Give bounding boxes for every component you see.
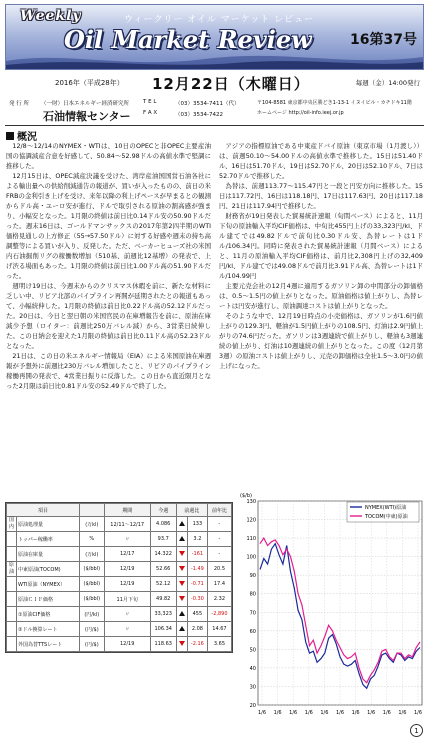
- weekly-change-cell: -1.49: [187, 562, 207, 577]
- period-cell: 12/19: [104, 637, 150, 652]
- right-paragraph: 財務省が19日発表した貿易統計速報（旬間ベース）によると、11月下旬の原油輸入平均CIF価格は、中旬比455円上げの33,323円/kl、ドル建てでは49.82ドルで前旬比0.30ドル安、為替レートは1ドル/106.34円。同時に発表された貿易統計速報（月間ベース）によると、11月の原油輸入平均CIF価格は、前月比2,308円上げの32,409円/kl、ドル建てでは49.08ドルで前月比3.91ドル高、為替レートは1ドル/104.99円: [219, 212, 423, 280]
- unit-cell: (円/kl): [80, 607, 105, 622]
- y-tick-label: 40: [249, 665, 256, 672]
- y-tick-label: 90: [249, 573, 256, 580]
- unit-cell: ($/bbl): [80, 577, 105, 592]
- trend-arrow-cell: [176, 622, 187, 637]
- trend-arrow-cell: [176, 607, 187, 622]
- publisher-address: 〒104-8581 東京都中央区勝どき1-13-1 イヌイビル・カチドキ11階: [257, 100, 412, 106]
- value-cell: 33,323: [150, 607, 176, 622]
- trend-arrow-cell: [176, 547, 187, 562]
- item-label: ②ドル換算レート: [17, 622, 80, 637]
- value-cell: 52.12: [150, 577, 176, 592]
- x-tick-label: 1/6: [398, 710, 407, 716]
- publisher-label: 発 行 所: [9, 101, 29, 107]
- table-header: 項目: [7, 504, 80, 517]
- trend-arrow-cell: [176, 532, 187, 547]
- value-cell: 4.086: [150, 517, 176, 532]
- period-cell: 12/11～12/17: [104, 517, 150, 532]
- value-cell: 106.34: [150, 622, 176, 637]
- right-paragraph: アジアの指標原油である中東産ドバイ原油（東京市場（1月渡し））は、前週50.10～54.00ドルの高値水準で推移した。15日は51.40ドル、16日は51.70ドル、19日は52.70ドル、20日は52.10ドル、7日は52.70ドルで推移した。: [219, 142, 423, 180]
- value-cell: 118.63: [150, 637, 176, 652]
- period-cell: 12/17: [104, 547, 150, 562]
- issue-number: 16第37号: [350, 32, 417, 48]
- publication-year: 2016年（平成28年）: [55, 79, 124, 87]
- publication-date: 12月22日（木曜日）: [152, 75, 310, 93]
- value-cell: 52.66: [150, 562, 176, 577]
- category-cell: 国内: [7, 517, 17, 532]
- arrow-down-icon: [179, 641, 185, 646]
- period-cell: 11月下旬: [104, 592, 150, 607]
- right-paragraph: 主要元売会社の12月4週に適用するガソリン卸の中間部分の卸価格は、0.5～1.5円の値上がりとなった。原油価格は値上がりし、為替レートは円安が進行し、原油調達コストは値上がりとなった。: [219, 282, 423, 310]
- table-row: [7, 637, 232, 652]
- trend-arrow-cell: [176, 592, 187, 607]
- masthead-subtitle: ウィークリー オイル マーケット レビュー: [124, 15, 315, 25]
- trend-arrow-cell: [176, 562, 187, 577]
- table-header: [80, 504, 105, 517]
- yearly-change-cell: 3.65: [207, 637, 231, 652]
- arrow-up-icon: [179, 626, 185, 631]
- yearly-change-cell: 20.5: [207, 562, 231, 577]
- table-header: 期間: [104, 504, 150, 517]
- publisher-homepage[interactable]: ホームページ http://oil-info.ieej.or.jp: [257, 110, 344, 116]
- item-label: 原油処理量: [17, 517, 80, 532]
- weekly-change-cell: 2.08: [187, 622, 207, 637]
- y-tick-label: 80: [249, 591, 256, 598]
- fax-label: F A X: [143, 110, 158, 116]
- legend-label: TOCOM(中東)原油: [365, 514, 408, 520]
- table-row: [7, 547, 232, 562]
- right-paragraph: そのような中で、12月19日時点の小売価格は、ガソリンが1.6円値上がりの129.3円、軽油が1.5円値上がりの108.5円、灯油は2.9円値上がりの74.6円だった。ガソリンは3週連続で値上がりし、軽油も3週連続の値上がり、灯油は10週連続の値上がりとなった。この度（12月第3週）の原油コストは値上がりし、元売の卸価格は全社1.5～3.0円の値上げになった。: [219, 312, 423, 370]
- indicators-table: [5, 502, 233, 653]
- unit-cell: (円/$): [80, 622, 105, 637]
- publisher-center: 石油情報センター: [43, 110, 131, 123]
- period-cell: 12/19: [104, 577, 150, 592]
- yearly-change-cell: -: [207, 547, 231, 562]
- y-tick-label: 70: [249, 610, 256, 617]
- weekly-change-cell: -2.16: [187, 637, 207, 652]
- x-tick-label: 1/6: [257, 710, 267, 716]
- item-label: トッパー稼働率: [17, 532, 80, 547]
- table-row: [7, 517, 232, 532]
- yearly-change-cell: 14.67: [207, 622, 231, 637]
- table-header: 今週: [150, 504, 176, 517]
- left-paragraph: 12/8～12/14のNYMEX・WTIは、10日のOPECと非OPEC主要産油国の協調減産合意を好感して、50.84～52.98ドルの高値水準で堅調に推移した。: [6, 142, 211, 170]
- category-cell: [7, 592, 17, 607]
- category-cell: 原油: [7, 562, 17, 577]
- weekly-change-cell: 3.2: [187, 532, 207, 547]
- price-line-chart: [236, 487, 427, 727]
- arrow-down-icon: [179, 581, 185, 586]
- category-cell: [7, 607, 17, 622]
- x-tick-label: 1/6: [351, 710, 360, 716]
- arrow-down-icon: [179, 551, 185, 556]
- y-tick-label: 30: [249, 684, 256, 691]
- y-tick-label: 50: [249, 647, 256, 654]
- publication-frequency: 毎週（金）14:00発行: [355, 79, 420, 87]
- arrow-up-icon: [179, 521, 185, 526]
- item-label: 外国為替TTSレート: [17, 637, 80, 652]
- table-header-row: [7, 504, 232, 517]
- y-tick-label: 60: [249, 628, 256, 635]
- unit-cell: ($/bbl): [80, 562, 105, 577]
- item-label: 中東原油(TOCOM): [17, 562, 80, 577]
- trend-arrow-cell: [176, 637, 187, 652]
- x-tick-label: 1/6: [382, 710, 391, 716]
- x-tick-label: 1/6: [304, 710, 313, 716]
- item-label: WTI原油（NYMEX）: [17, 577, 80, 592]
- unit-cell: (円/$): [80, 637, 105, 652]
- x-tick-label: 1/6: [289, 710, 298, 716]
- tel-label: T E L: [143, 99, 157, 105]
- fax-number: （03）3534-7422: [175, 112, 223, 118]
- weekly-change-cell: 455: [187, 607, 207, 622]
- x-tick-label: 1/6: [367, 710, 376, 716]
- value-cell: 49.82: [150, 592, 176, 607]
- weekly-change-cell: 133: [187, 517, 207, 532]
- legend-label: NYMEX(WTI)原油: [365, 505, 407, 511]
- unit-cell: (万kl): [80, 517, 105, 532]
- x-tick-label: 1/6: [320, 710, 329, 716]
- period-cell: 12/19: [104, 562, 150, 577]
- y-tick-label: 120: [246, 517, 256, 524]
- trend-arrow-cell: [176, 517, 187, 532]
- page-number: 1: [410, 724, 423, 737]
- category-cell: [7, 577, 17, 592]
- category-cell: [7, 547, 17, 562]
- x-tick-label: 1/6: [413, 710, 423, 716]
- arrow-down-icon: [179, 566, 185, 571]
- table-header: 前年比: [207, 504, 231, 517]
- right-column: [219, 141, 423, 371]
- weekly-change-cell: -0.30: [187, 592, 207, 607]
- table-row: [7, 592, 232, 607]
- yearly-change-cell: -2,890: [207, 607, 231, 622]
- unit-cell: ($/bbl): [80, 592, 105, 607]
- yearly-change-cell: 17.4: [207, 577, 231, 592]
- masthead-banner: [5, 4, 424, 70]
- left-paragraph: 週明け19日は、今週末からのクリスマス休暇を前に、新たな材料に乏しい中、リビア北部のパイプライン再開が延期されたとの報道もあって、小幅続伸した。1月限の終値は前日比0.22ドル高の52.12ドルだった。20日は、今日と翌日朝の米国官民の在庫増報告を前に、原油在庫減少予想（ロイター：前週比250万バレル減）から、3営業日続伸した。この日納会を迎えた1月限の終値は前日比0.11ドル高の52.23ドルとなった。: [6, 282, 211, 350]
- arrow-down-icon: [179, 596, 185, 601]
- yearly-change-cell: -: [207, 532, 231, 547]
- table-row: [7, 577, 232, 592]
- yearly-change-cell: -: [207, 517, 231, 532]
- left-paragraph: 12月15日は、OPEC減産決議を受けた、湾岸産油国国営石油各社による輸出量への供給削減通告の報道が、買いが入ったものの、前日の米FRBの金利引き上げを受け、来年以降の利上げペースが早まるとの観測からドル高・ユーロ安が進行、ドルで取引される原油の割高感が強まり、小幅安となった。1月限の終値は前日比0.14ドル安の50.90ドルだった。週末16日は、ゴールドマンサックスの2017年第2四半期のWTI価格見通しの上方修正（55→57.50ドル）に対する好感や週末の持ち高調整等による買いが入り、反発した。ただ、ベーカーヒューズ社の米国内石油掘削リグの稼働数増加（510基、前週比12基増）の発表で、上げ渋る場面もあった。1月限の終値は前日比1.00ドル高の51.90ドルだった。: [6, 172, 211, 280]
- publisher-block: [5, 96, 424, 126]
- weekly-change-cell: -161: [187, 547, 207, 562]
- arrow-up-icon: [179, 536, 185, 541]
- x-tick-label: 1/6: [273, 710, 282, 716]
- wave-decoration: [6, 47, 423, 69]
- table-row: [7, 622, 232, 637]
- arrow-up-icon: [179, 611, 185, 616]
- right-paragraph: 為替は、前週113.77～115.47円と一段と円安方向に推移した。15日は117.72円、16日は118.18円、17日は117.63円、20日は117.18円、21日は117.94円で推移した。: [219, 182, 423, 210]
- dateline: [5, 72, 424, 92]
- yearly-change-cell: 2.32: [207, 592, 231, 607]
- category-cell: [7, 532, 17, 547]
- period-cell: 〃: [104, 622, 150, 637]
- y-tick-label: 20: [249, 703, 256, 709]
- y-tick-label: 110: [246, 536, 256, 543]
- left-column: [6, 141, 211, 391]
- table-row: [7, 532, 232, 547]
- period-cell: 〃: [104, 532, 150, 547]
- item-label: 原油ＣＩＦ価格: [17, 592, 80, 607]
- trend-arrow-cell: [176, 577, 187, 592]
- weekly-label: Weekly: [20, 8, 82, 24]
- item-label: ①原油CIF価格: [17, 607, 80, 622]
- category-cell: [7, 637, 17, 652]
- weekly-change-cell: -0.71: [187, 577, 207, 592]
- masthead-title: Oil Market Review: [64, 25, 312, 54]
- value-cell: 93.7: [150, 532, 176, 547]
- table-header: 前週比: [176, 504, 207, 517]
- square-bullet-icon: [6, 132, 14, 140]
- publisher-org: （一財）日本エネルギー経済研究所: [41, 101, 130, 107]
- y-tick-label: 130: [246, 499, 256, 505]
- y-tick-label: 100: [246, 554, 256, 561]
- unit-cell: (万kl): [80, 547, 105, 562]
- table-row: [7, 607, 232, 622]
- category-cell: [7, 622, 17, 637]
- section-title: 概況: [17, 132, 37, 143]
- unit-cell: %: [80, 532, 105, 547]
- item-label: 原油在庫量: [17, 547, 80, 562]
- period-cell: 〃: [104, 607, 150, 622]
- table-row: [7, 562, 232, 577]
- y-axis-label: ($/b): [240, 493, 252, 499]
- x-tick-label: 1/6: [335, 710, 345, 716]
- value-cell: 14.322: [150, 547, 176, 562]
- tel-number: （03）3534-7411（代）: [175, 101, 240, 107]
- left-paragraph: 21日は、この日の米エネルギー情報局（EIA）による米国原油在庫週報が予想外に前週比230万バレル増加したこと、リビアのパイプライン稼働再開の発表で、4営業日振りに反落した。この日から直近限月となった2月限は前日比0.81ドル安の52.49ドルで終了した。: [6, 352, 211, 390]
